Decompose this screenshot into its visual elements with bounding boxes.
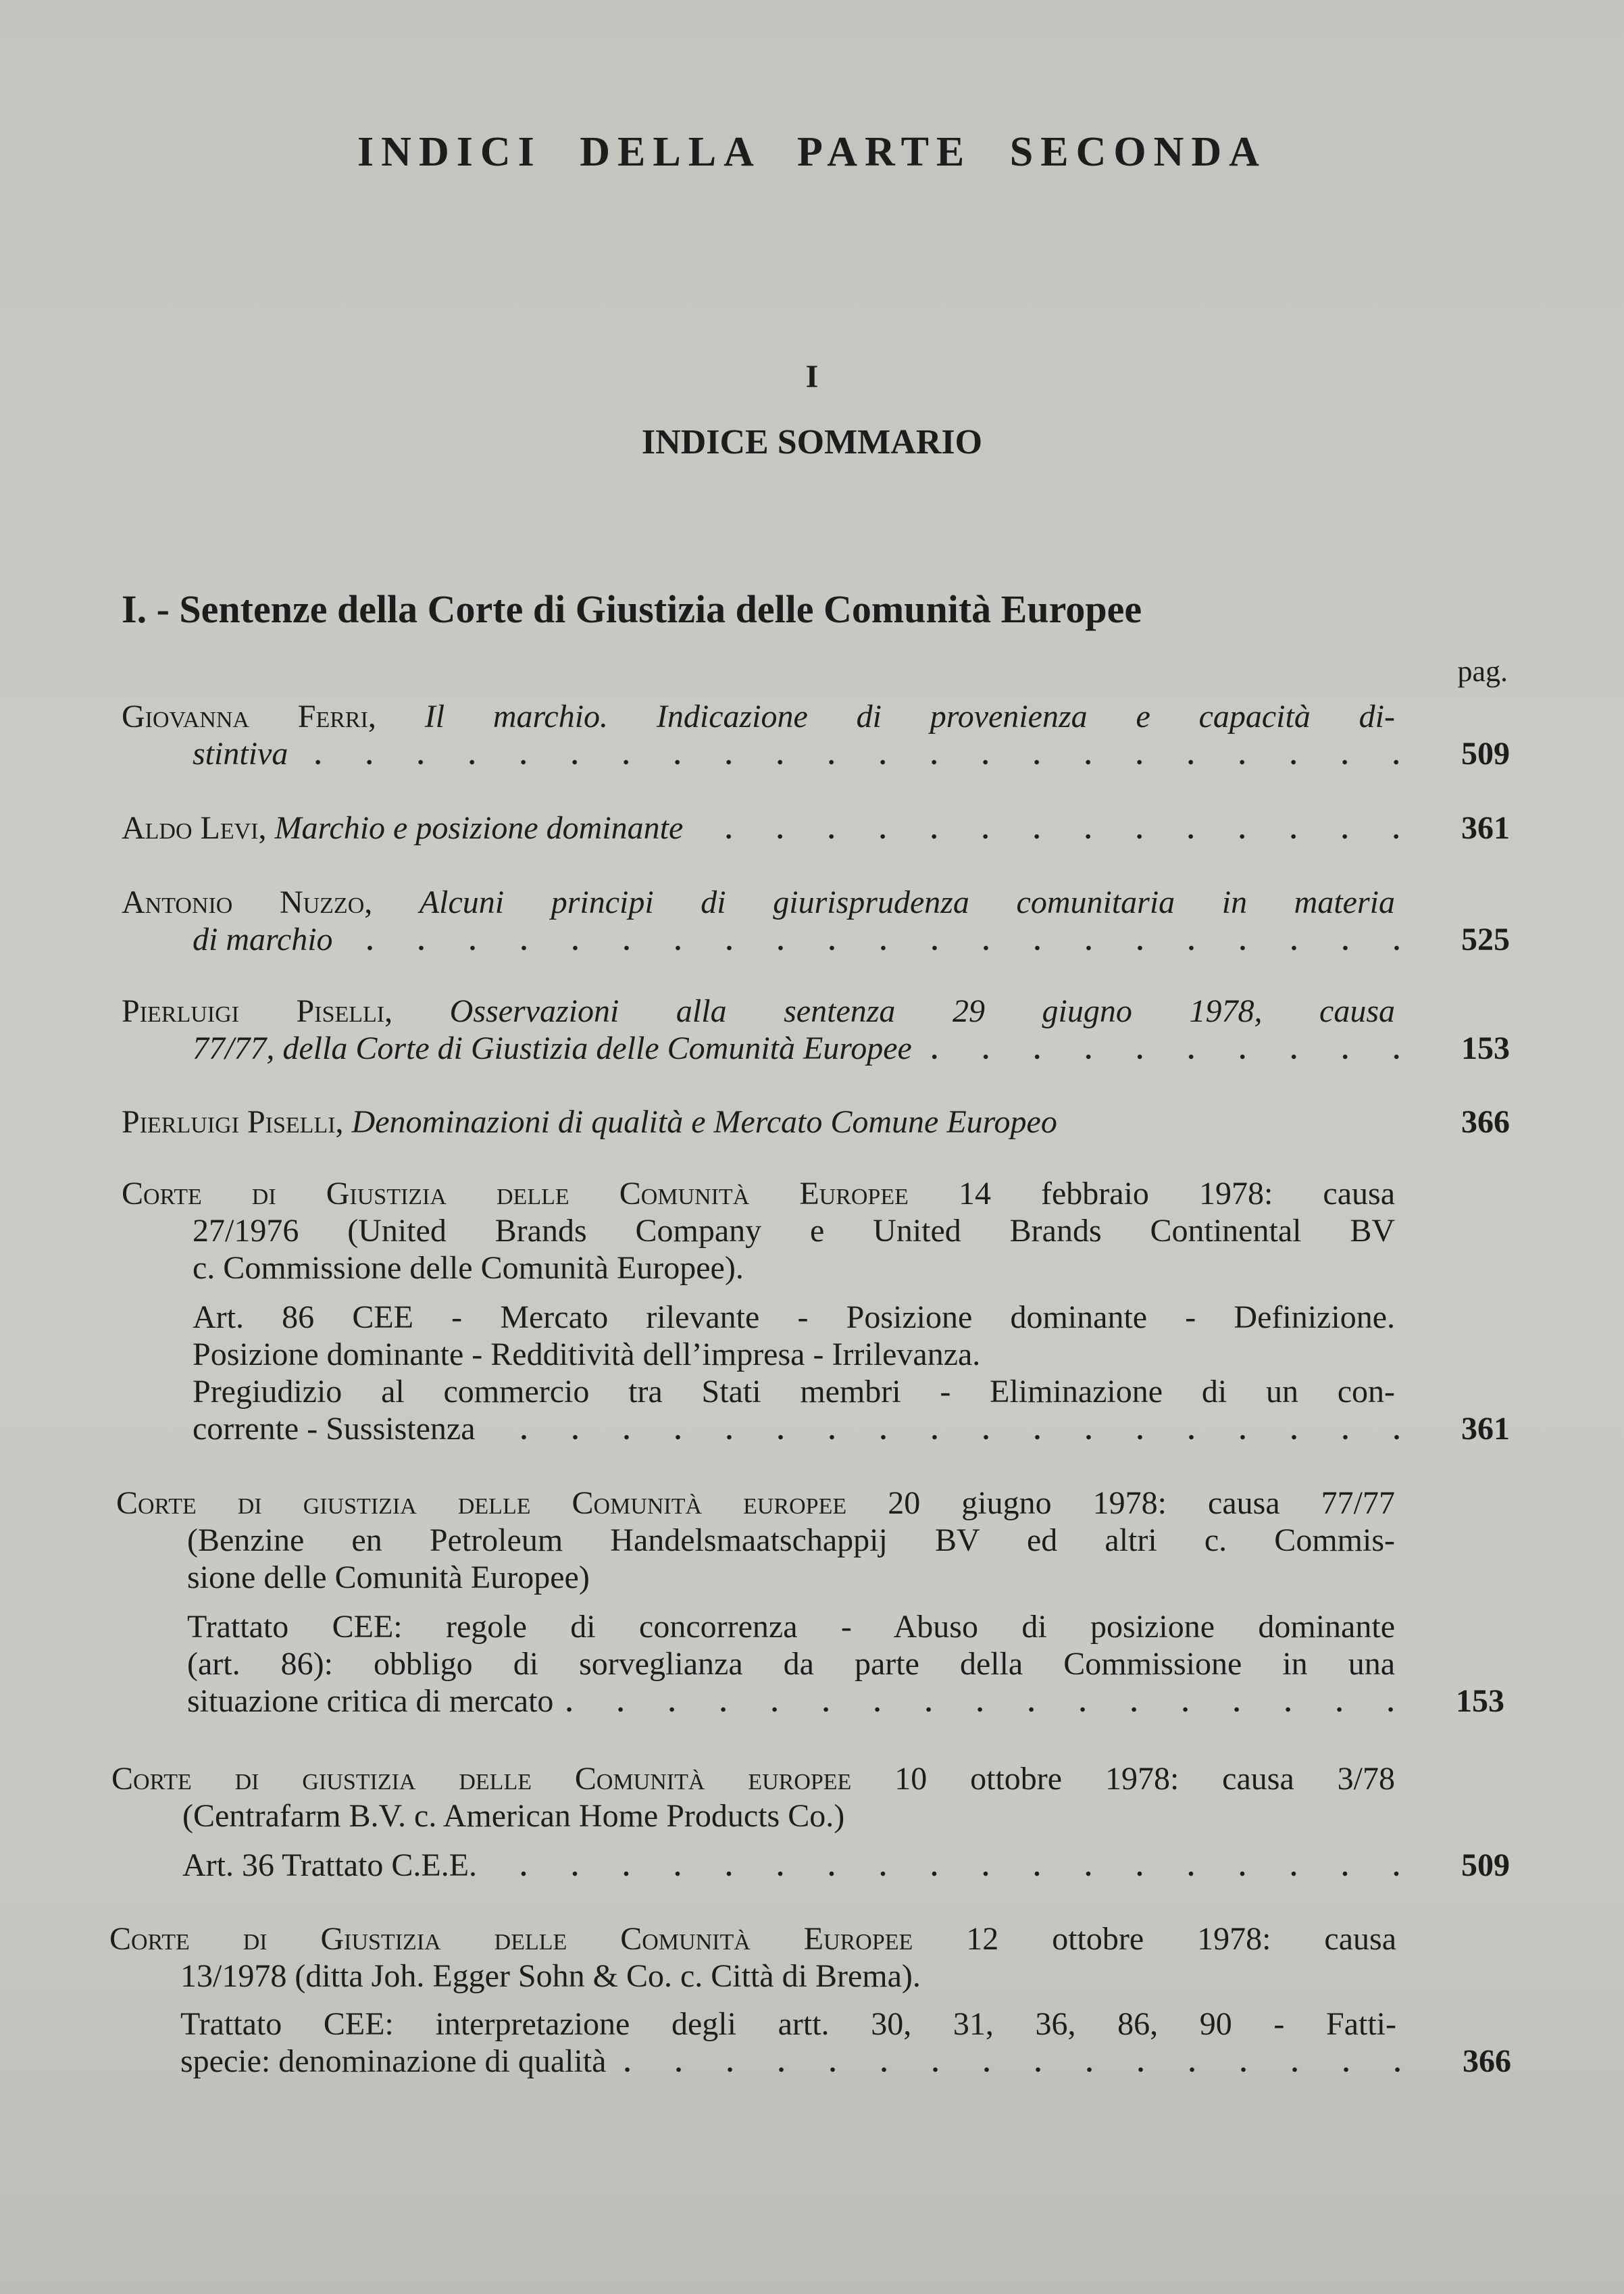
dot-leader [490,1870,1422,1877]
court-name: Corte di giustizia delle Comunità europee [111,1761,852,1797]
index-entry[interactable] [122,809,1510,847]
page-number: 366 [1463,2043,1511,2079]
section-heading: I. - Sentenze della Corte di Giustizia delle Comunità Europee [122,587,1142,631]
dot-leader [925,1053,1422,1060]
page-number: 361 [1461,1411,1510,1447]
page-column-label: pag. [1457,655,1508,688]
ruling-summary: Trattato CEE: interpretazione degli artt. 30, 31, 36, 86, 90 - Fatti- [180,2006,1396,2042]
index-entry[interactable] [122,884,1510,958]
entry-title: Marchio e posizione dominante [274,810,684,846]
index-number: I [805,359,819,395]
entry-title-cont: stintiva [193,736,288,772]
dot-leader [567,1706,1417,1713]
court-name: Corte di Giustizia delle Comunità Europee [122,1176,909,1212]
entry-author: Pierluigi Piselli, [122,1104,344,1140]
ruling-summary: Art. 36 Trattato C.E.E. [182,1847,478,1883]
ruling-entry[interactable] [122,1175,1510,1447]
dot-leader [301,759,1422,766]
index-entry[interactable] [122,698,1510,772]
ruling-parties: 27/1976 (United Brands Company e United Brands Continental BV [193,1213,1395,1249]
ruling-summary: corrente - Sussistenza [193,1411,476,1447]
entry-author: Giovanna Ferri, [122,699,376,734]
ruling-summary: Pregiudizio al commercio tra Stati membri - Eliminazione di un con- [193,1374,1395,1410]
entry-title: Osservazioni alla sentenza 29 giugno 1978, causa [449,993,1395,1029]
ruling-parties-cont: c. Commissione delle Comunità Europee). [193,1250,744,1286]
index-entry[interactable] [122,1103,1510,1141]
dot-leader [619,2066,1423,2073]
ruling-parties: (Benzine en Petroleum Handelsmaatschappij BV ed altri c. Commis- [187,1522,1395,1558]
ruling-parties: 13/1978 (ditta Joh. Egger Sohn & Co. c. Città di Brema). [180,1958,921,1994]
ruling-summary: Trattato CEE: regole di concorrenza - Abuso di posizione dominante [187,1609,1395,1645]
court-name: Corte di giustizia delle Comunità europee [116,1485,847,1521]
entry-author: Antonio Nuzzo, [122,884,373,920]
dot-leader [489,1434,1422,1441]
ruling-date: 14 febbraio 1978: causa [958,1176,1395,1212]
page-number: 153 [1456,1683,1504,1719]
page-number: 525 [1461,922,1510,957]
page-number: 509 [1461,1847,1510,1883]
page-number: 366 [1461,1104,1510,1140]
ruling-parties-cont: sione delle Comunità Europee) [187,1560,590,1595]
entry-title-cont: di marchio [193,922,333,957]
court-name: Corte di Giustizia delle Comunità Europee [109,1921,913,1957]
ruling-summary: Art. 86 CEE - Mercato rilevante - Posizione dominante - Definizione. [193,1299,1395,1335]
page-title: INDICI DELLA PARTE SECONDA [357,129,1267,175]
page-number: 153 [1461,1030,1510,1066]
ruling-parties: (Centrafarm B.V. c. American Home Products Co.) [182,1798,845,1834]
ruling-date: 12 ottobre 1978: causa [966,1921,1396,1957]
entry-author: Pierluigi Piselli, [122,993,393,1029]
ruling-date: 20 giugno 1978: causa 77/77 [888,1485,1396,1521]
ruling-date: 10 ottobre 1978: causa 3/78 [894,1761,1396,1797]
entry-title: Alcuni principi di giurisprudenza comunitaria in materia [419,884,1395,920]
ruling-entry[interactable] [111,1760,1510,1884]
entry-title: Il marchio. Indicazione di provenienza e capacità di- [424,699,1395,734]
entry-title: Denominazioni di qualità e Mercato Comune Europeo [351,1104,1057,1140]
page-number: 509 [1461,736,1510,772]
page-number: 361 [1461,810,1510,846]
index-subtitle: INDICE SOMMARIO [641,423,983,462]
ruling-summary: Posizione dominante - Redditività dell’impresa - Irrilevanza. [193,1337,981,1372]
ruling-entry[interactable] [116,1485,1504,1720]
dot-leader [696,833,1422,840]
ruling-summary: (art. 86): obbligo di sorveglianza da parte della Commissione in una [187,1646,1395,1682]
index-entry[interactable] [122,993,1510,1067]
dot-leader [347,945,1422,951]
entry-title-cont: 77/77, della Corte di Giustizia delle Comunità Europee [193,1030,912,1066]
ruling-summary: specie: denominazione di qualità [180,2043,607,2079]
entry-author: Aldo Levi, [122,810,267,846]
ruling-entry[interactable] [109,1920,1511,2080]
ruling-summary: situazione critica di mercato [187,1683,554,1719]
